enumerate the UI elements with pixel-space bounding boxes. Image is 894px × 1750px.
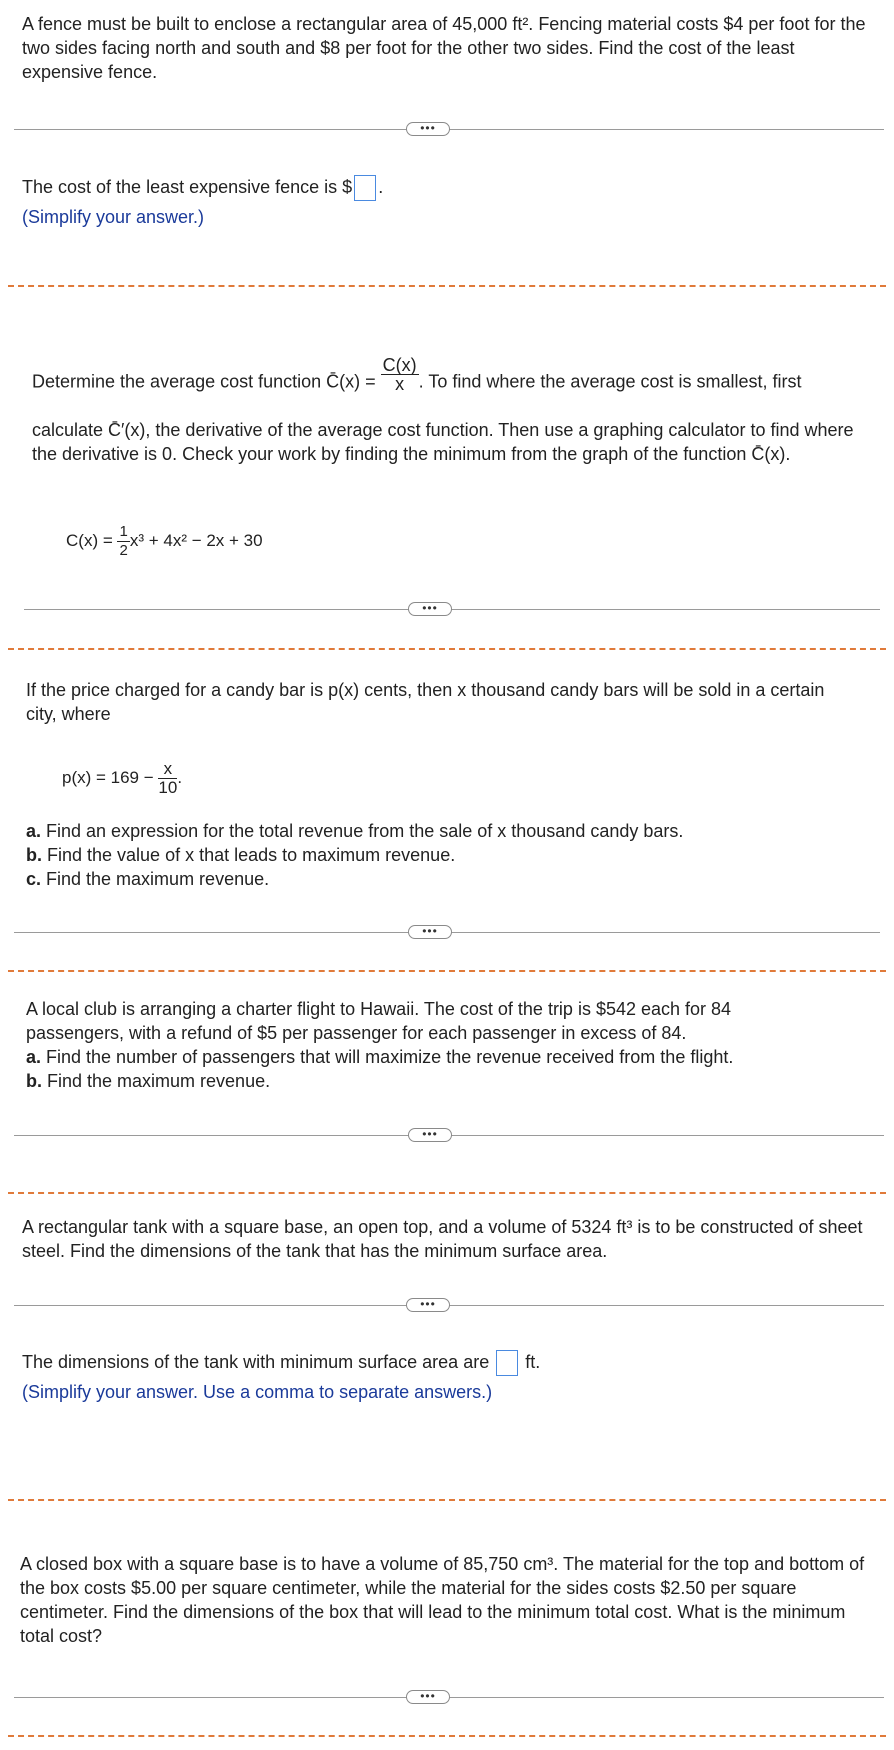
part-a-text: Find an expression for the total revenue from the sale of x thousand candy bars. [41, 821, 684, 841]
answer-hint: (Simplify your answer.) [22, 207, 205, 227]
fraction [381, 356, 419, 393]
part-a-text: Find the number of passengers that will maximize the revenue received from the flight. [41, 1047, 734, 1067]
part-b-label: b. [26, 845, 42, 865]
problem2-formula [66, 523, 263, 560]
answer-prefix: The dimensions of the tank with minimum surface area are [22, 1352, 490, 1372]
divider [24, 609, 880, 610]
problem3-intro: If the price charged for a candy bar is p(x) cents, then x thousand candy bars will be sold in a certain city, where [26, 680, 825, 724]
part-b [26, 843, 846, 867]
answer-hint: (Simplify your answer. Use a comma to separate answers.) [22, 1382, 493, 1402]
answer-input[interactable] [354, 175, 376, 201]
fraction-denominator: 10 [158, 778, 178, 797]
formula-lhs: p(x) = 169 − [62, 767, 159, 787]
fraction-numerator: 1 [119, 523, 128, 540]
problem4-parts [26, 1045, 846, 1093]
section-separator [8, 1499, 886, 1501]
fraction-numerator: C(x) [382, 355, 417, 375]
fraction [158, 760, 177, 797]
problem5-answer-line [22, 1350, 540, 1376]
section-separator [8, 648, 886, 650]
fraction [117, 523, 129, 560]
more-button[interactable]: ••• [406, 1298, 450, 1312]
part-b-text: Find the value of x that leads to maximum revenue. [42, 845, 456, 865]
section-separator [8, 1192, 886, 1194]
problem5-text: A rectangular tank with a square base, an open top, and a volume of 5324 ft³ is to be constructed of sheet steel. Find the dimensions of the tank that has the minimum surface area. [22, 1217, 863, 1261]
part-b [26, 1069, 846, 1093]
intro-text: Determine the average cost function C̄(x) = [32, 371, 381, 392]
section-separator [8, 970, 886, 972]
formula-end: . [177, 767, 183, 787]
more-button[interactable]: ••• [406, 1690, 450, 1704]
problem2-instructions: calculate C̄′(x), the derivative of the average cost function. Then use a graphing calculator to find where the derivative is 0. Check your work by finding the minimum from the graph of the function C̄(x). [32, 420, 854, 464]
answer-prefix: The cost of the least expensive fence is $ [22, 177, 353, 197]
part-a [26, 819, 846, 843]
problem2-intro-line [32, 355, 872, 401]
section-separator [8, 1735, 886, 1737]
problem1-answer-line [22, 175, 383, 201]
part-c-text: Find the maximum revenue. [41, 869, 270, 889]
fraction-denominator: x [395, 374, 405, 394]
answer-suffix: ft. [525, 1352, 541, 1372]
part-c [26, 867, 846, 891]
problem4-intro: A local club is arranging a charter flight to Hawaii. The cost of the trip is $542 each for 84 passengers, with a refund of $5 per passenger for each passenger in excess of 84. [26, 999, 732, 1043]
problem1-text: A fence must be built to enclose a rectangular area of 45,000 ft². Fencing material costs $4 per foot for the two sides facing north and south and $8 per foot for the other two sides. Find the cost of the least expensive fence. [22, 14, 866, 82]
fraction-numerator: x [158, 760, 177, 779]
section-separator [8, 285, 886, 287]
problem3-formula [62, 760, 182, 797]
more-button[interactable]: ••• [406, 122, 450, 136]
part-a-label: a. [26, 821, 42, 841]
part-b-label: b. [26, 1071, 42, 1091]
answer-input[interactable] [496, 1350, 518, 1376]
part-b-text: Find the maximum revenue. [42, 1071, 271, 1091]
part-a-label: a. [26, 1047, 42, 1067]
problem3-parts [26, 819, 846, 891]
formula-lhs: C(x) = [66, 530, 118, 550]
part-c-label: c. [26, 869, 42, 889]
more-button[interactable]: ••• [408, 1128, 452, 1142]
part-a [26, 1045, 846, 1069]
problem6-text: A closed box with a square base is to have a volume of 85,750 cm³. The material for the top and bottom of the box costs $5.00 per square centimeter, while the material for the sides costs $2.50 per square centimeter. Find the dimensions of the box that will lead to the minimum total cost. What is the minimum total cost? [20, 1554, 865, 1646]
answer-suffix: . [378, 177, 384, 197]
fraction-denominator: 2 [119, 542, 128, 559]
intro-text-cont: . To find where the average cost is smallest, first [418, 371, 802, 392]
more-button[interactable]: ••• [408, 925, 452, 939]
formula-rhs: x³ + 4x² − 2x + 30 [129, 530, 263, 550]
more-button[interactable]: ••• [408, 602, 452, 616]
